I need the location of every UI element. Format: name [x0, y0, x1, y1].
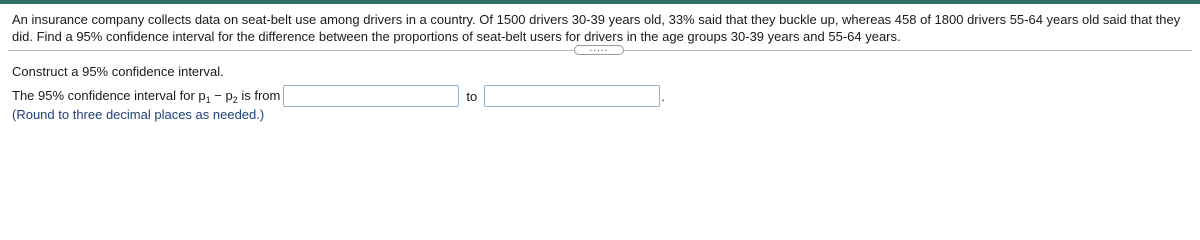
more-dots-icon: ..... — [589, 43, 609, 54]
question-text: An insurance company collects data on seat-belt use among drivers in a country. Of 1500 drivers 30-39 years old, 33% said that they buckle up, whereas 458 of 1800 drivers 55-64 years old said that they did. Find a 95% confidence interval for the difference between the proportions of seat-belt users for drivers in the age groups 30-39 years and 55-64 years. — [12, 12, 1181, 44]
sentence-period: . — [661, 88, 665, 104]
subscript-1: 1 — [205, 94, 211, 105]
answer-line — [12, 84, 665, 108]
subscript-2: 2 — [232, 94, 238, 105]
part-instruction: Construct a 95% confidence interval. — [12, 64, 224, 79]
lower-bound-input[interactable] — [283, 85, 459, 107]
to-label: to — [466, 88, 478, 104]
upper-bound-input[interactable] — [484, 85, 660, 107]
answer-prefix: The 95% confidence interval for $p_1 - p_2$ is from — [12, 87, 281, 105]
top-accent-bar — [0, 0, 1200, 4]
expand-button[interactable] — [574, 45, 624, 55]
rounding-hint: (Round to three decimal places as needed.) — [12, 107, 265, 122]
